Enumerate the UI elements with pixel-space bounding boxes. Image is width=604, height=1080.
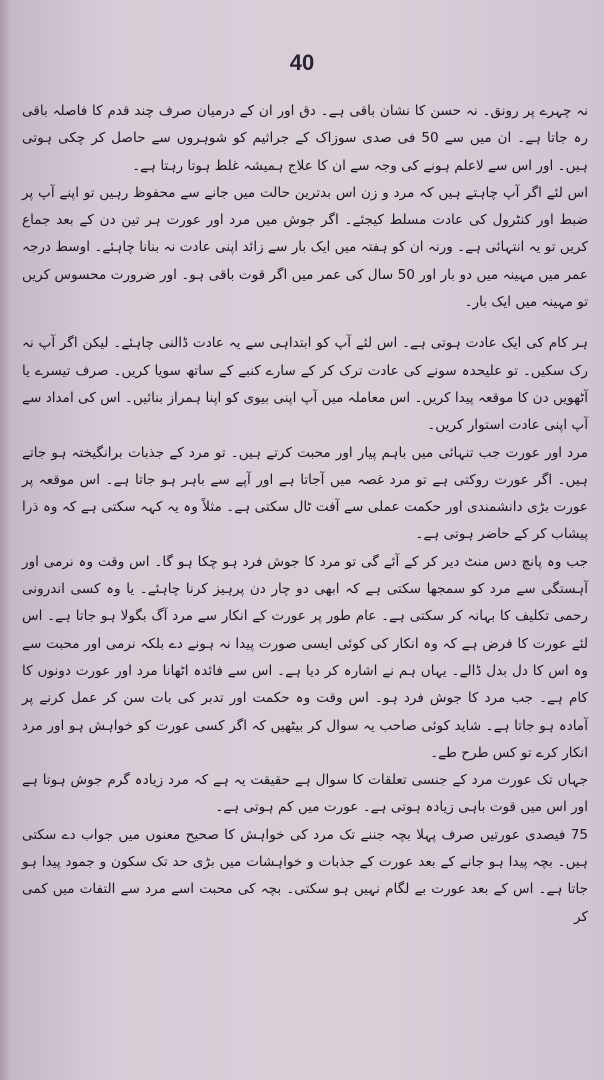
paragraph: اس لئے اگر آپ چاہتے ہیں کہ مرد و زن اس بدترین حالت میں جانے سے محفوظ رہیں تو اپنے آپ پر ضبط اور کنٹرول کی عادت مسلط کیجئے۔ اگر جوش میں مرد اور عورت ہر تین دن کے بعد جماع کریں تو یہ انتہائی ہے۔ ورنہ ان کو ہفتہ میں ایک بار سے زائد اپنی عادت نہ بنانا چاہئے۔ اوسط درجہ عمر میں مہینہ میں دو بار اور 50 سال کی عمر میں اگر قوت باقی ہو۔ اور ضرورت محسوس کریں تو مہینہ میں ایک بار۔ [22,184,588,311]
body-text [22,98,588,931]
page-number: 40 [289,50,315,75]
paragraph: نہ چہرے پر رونق۔ نہ حسن کا نشان باقی ہے۔ دق اور ان کے درمیان صرف چند قدم کا فاصلہ باقی رہ جاتا ہے۔ ان میں سے 50 فی صدی سوزاک کے جراثیم کو شوہروں سے حاصل کر چکی ہوتی ہیں۔ اور اس سے لاعلم ہونے کی وجہ سے ان کا علاج ہمیشہ غلط ہوتا رہتا ہے۔ [22,103,588,174]
paragraph: جہاں تک عورت مرد کے جنسی تعلقات کا سوال ہے حقیقت یہ ہے کہ مرد زیادہ گرم جوش ہوتا ہے اور اس میں قوت باہی زیادہ ہوتی ہے۔ عورت میں کم ہوتی ہے۔ [22,772,588,816]
paragraph: ہر کام کی ایک عادت ہوتی ہے۔ اس لئے آپ کو ابتداہی سے یہ عادت ڈالنی چاہئے۔ لیکن اگر آپ نہ رک سکیں۔ تو علیحدہ سونے کی عادت ترک کر کے سارے کنبے کے ساتھ سویا کریں۔ صرف تیسرے یا آٹھویں دن کا موقعہ پیدا کریں۔ اس معاملہ میں آپ اپنی بیوی کو اپنا ہمراز بنائیں۔ اس کی امداد سے آپ اپنی عادت استوار کریں۔ [22,335,588,434]
page-binding-edge [0,0,10,1080]
paragraph: 75 فیصدی عورتیں صرف پہلا بچہ جننے تک مرد کی خواہش کا صحیح معنوں میں جواب دے سکتی ہیں۔ بچہ پیدا ہو جانے کے بعد عورت کے جذبات و خواہشات میں بڑی حد تک سکون و جمود پیدا ہو جاتا ہے۔ اس کے بعد عورت بے لگام نہیں ہو سکتی۔ بچہ کی محبت اسے مرد سے التفات میں کمی کر [22,826,588,925]
paragraph: مرد اور عورت جب تنہائی میں باہم پیار اور محبت کرتے ہیں۔ تو مرد کے جذبات برانگیختہ ہو جاتے ہیں۔ اگر عورت روکتی ہے تو مرد غصہ میں آجاتا ہے اور آپے سے باہر ہو جاتا ہے۔ اس موقعہ پر عورت بڑی دانشمندی اور حکمت عملی سے آفت ٹال سکتی ہے۔ مثلاً وہ یہ کہہ سکتی ہے کہ وہ ذرا پیشاب کر کے حاضر ہوتی ہے۔ [22,444,588,543]
paragraph: جب وہ پانچ دس منٹ دیر کر کے آئے گی تو مرد کا جوش فرد ہو چکا ہو گا۔ اس وقت وہ نرمی اور آہستگی سے مرد کو سمجھا سکتی ہے کہ ابھی دو چار دن پرہیز کرنا چاہئے۔ یا وہ کسی اندرونی رحمی تکلیف کا بہانہ کر سکتی ہے۔ عام طور پر عورت کے انکار سے مرد آگ بگولا ہو جاتا ہے۔ اس لئے عورت کا فرض ہے کہ وہ انکار کی کوئی ایسی صورت پیدا نہ ہونے دے بلکہ نرمی اور محبت سے وہ اس کا دل بدل ڈالے۔ یہاں ہم نے اشارہ کر دیا ہے۔ اس سے فائدہ اٹھانا مرد اور عورت دونوں کا کام ہے۔ جب مرد کا جوش فرد ہو۔ اس وقت وہ حکمت اور تدبر کی بات سن کر عمل کرنے پر آمادہ ہو جاتا ہے۔ شاید کوئی صاحب یہ سوال کر بیٹھیں کہ اگر کسی عورت کو خواہش ہو اور مرد انکار کرے تو کس طرح طے۔ [22,553,588,761]
